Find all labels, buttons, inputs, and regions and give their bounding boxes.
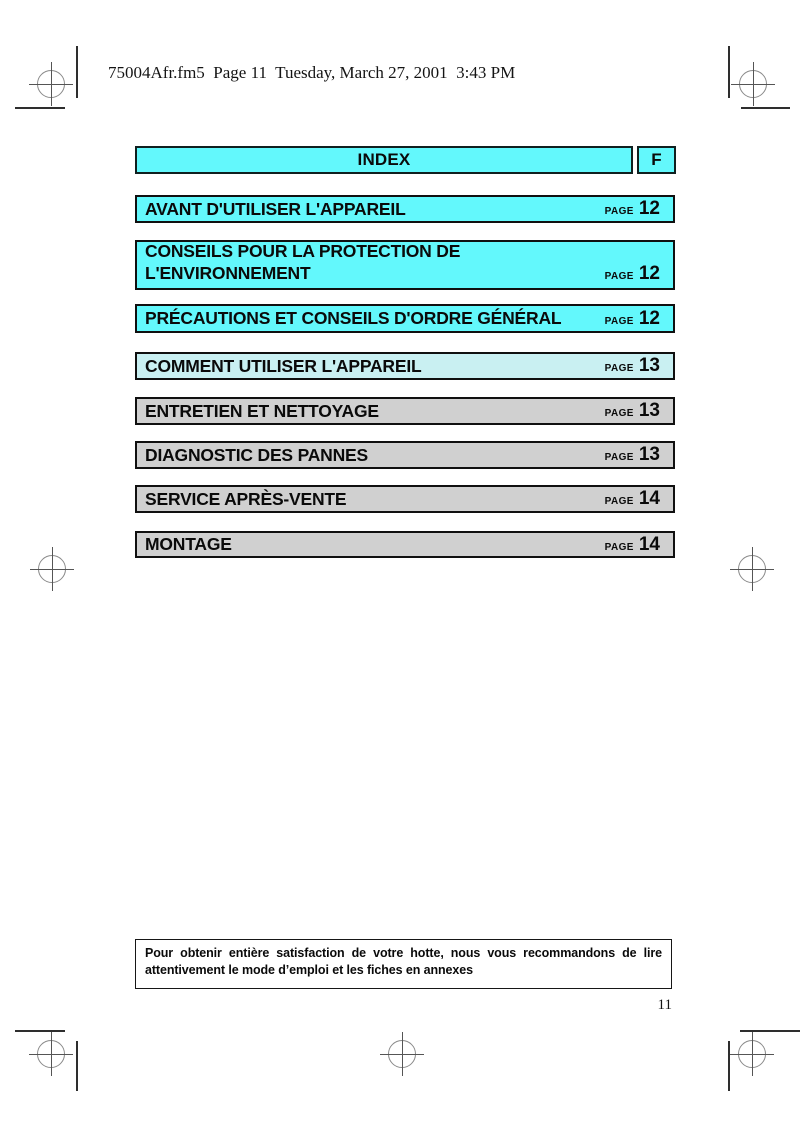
toc-page-ref: [605, 534, 660, 556]
crop-line: [76, 46, 78, 98]
toc-entry-conseils-protection: [135, 240, 675, 290]
toc-page-ref: [605, 198, 660, 220]
crop-line: [15, 107, 65, 109]
registration-mark-icon: [730, 547, 774, 591]
toc-page-ref: [605, 400, 660, 422]
footer-note-box: [135, 939, 672, 989]
toc-page-ref: [605, 263, 660, 285]
toc-entry-title: COMMENT UTILISER L'APPAREIL: [145, 355, 422, 376]
page-number-value: 14: [638, 488, 660, 509]
page-number: 11: [657, 997, 672, 1013]
crop-line: [728, 46, 730, 98]
page-number-value: 12: [638, 198, 660, 219]
language-code-box: [637, 146, 676, 174]
registration-mark-icon: [380, 1032, 424, 1076]
toc-entry-entretien: [135, 397, 675, 425]
toc-entry-service-apres-vente: [135, 485, 675, 513]
page-label: PAGE: [604, 271, 634, 282]
index-title: INDEX: [357, 150, 411, 169]
page-label: PAGE: [604, 363, 634, 374]
page-number-value: 12: [638, 263, 660, 284]
toc-entry-title: PRÉCAUTIONS ET CONSEILS D'ORDRE GÉNÉRAL: [145, 308, 562, 328]
page-number-value: 12: [638, 307, 660, 329]
page-number-value: 13: [638, 355, 660, 376]
toc-entry-title: DIAGNOSTIC DES PANNES: [145, 444, 369, 465]
toc-page-ref: [605, 444, 660, 466]
index-title-bar: [135, 146, 633, 174]
toc-entry-title: ENTRETIEN ET NETTOYAGE: [145, 400, 379, 421]
toc-entry-montage: [135, 531, 675, 558]
toc-entry-precautions: [135, 304, 675, 333]
toc-page-ref: [605, 488, 660, 510]
toc-entry-title: CONSEILS POUR LA PROTECTION DE L'ENVIRONNEMENT: [145, 240, 461, 284]
toc-entry-comment-utiliser: [135, 352, 675, 380]
registration-mark-icon: [29, 62, 73, 106]
toc-entry-avant-d-utiliser: [135, 195, 675, 223]
toc-entry-title: AVANT D'UTILISER L'APPAREIL: [145, 198, 406, 219]
page-number-value: 14: [638, 533, 660, 555]
registration-mark-icon: [29, 1032, 73, 1076]
toc-entry-title: SERVICE APRÈS-VENTE: [145, 488, 347, 509]
footer-note: Pour obtenir entière satisfaction de votre hotte, nous vous recommandons de lire attentivement le mode d’emploi et les fiches en annexes: [145, 946, 662, 977]
registration-mark-icon: [731, 62, 775, 106]
language-code: F: [651, 150, 662, 169]
toc-page-ref: [605, 308, 660, 330]
doc-header-line: 75004Afr.fm5 Page 11 Tuesday, March 27, 2001 3:43 PM: [108, 63, 516, 82]
toc-page-ref: [605, 355, 660, 377]
page-number-value: 13: [638, 400, 660, 421]
page-label: PAGE: [604, 541, 634, 553]
page-label: PAGE: [604, 452, 634, 463]
page-label: PAGE: [604, 206, 634, 217]
page-number-value: 13: [638, 444, 660, 465]
toc-entry-title: MONTAGE: [145, 534, 232, 554]
toc-entry-diagnostic: [135, 441, 675, 469]
crop-line: [741, 107, 790, 109]
registration-mark-icon: [30, 547, 74, 591]
page-label: PAGE: [604, 315, 634, 327]
registration-mark-icon: [730, 1032, 774, 1076]
page-label: PAGE: [604, 496, 634, 507]
page-label: PAGE: [604, 408, 634, 419]
crop-line: [76, 1041, 78, 1091]
